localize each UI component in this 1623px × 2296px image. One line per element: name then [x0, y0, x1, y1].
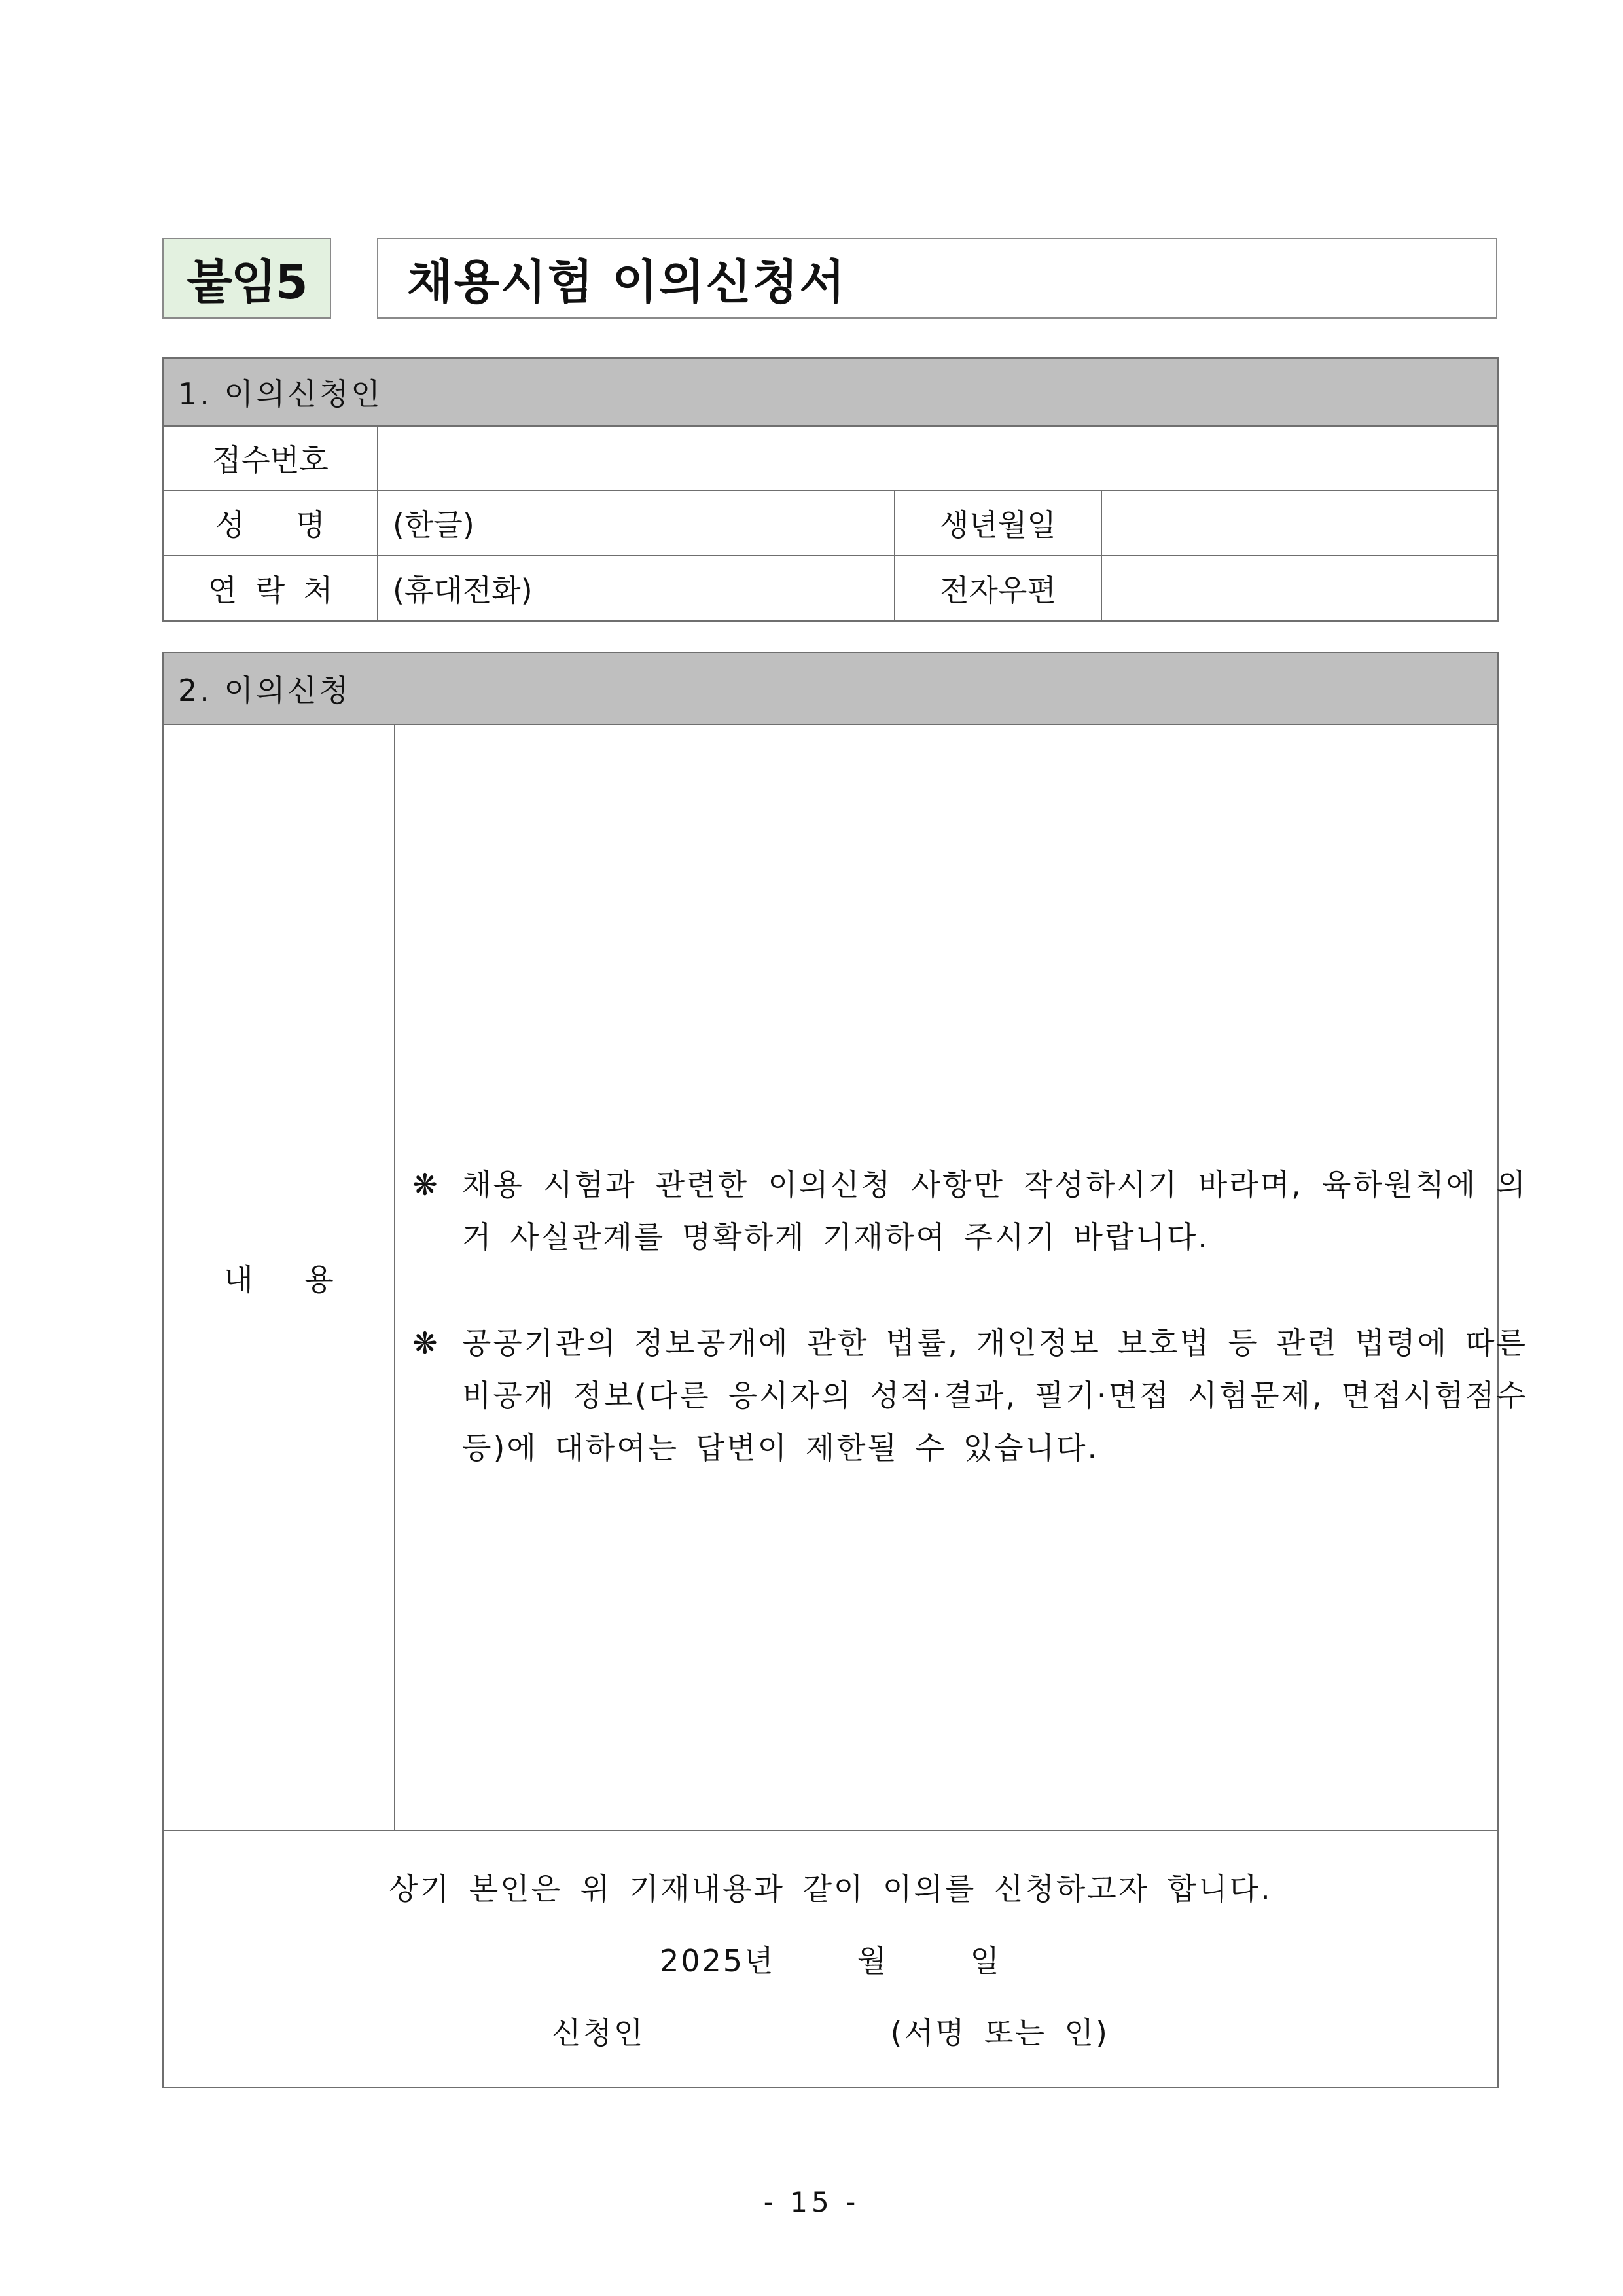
birthdate-label: 생년월일	[895, 490, 1101, 556]
guidance-note-1	[412, 1158, 1527, 1263]
applicant-table	[162, 357, 1499, 622]
receipt-number-label: 접수번호	[163, 426, 378, 490]
applicant-label: 신청인	[552, 2015, 645, 2051]
name-field[interactable]	[378, 490, 895, 556]
asterism-icon: ❋	[412, 1325, 438, 1361]
declaration-date	[164, 1937, 1497, 1981]
content-field[interactable]	[395, 725, 1527, 1831]
applicant-signature-line	[164, 2009, 1497, 2053]
page-number: - 15 -	[763, 2186, 860, 2218]
guidance-note-2	[412, 1317, 1527, 1474]
date-year: 2025년	[660, 1943, 776, 1979]
name-hint: (한글)	[393, 507, 474, 543]
form-title	[377, 238, 1497, 319]
form-title-text: 채용시험 이의신청서	[407, 255, 847, 310]
asterism-icon: ❋	[412, 1167, 438, 1202]
content-label: 내 용	[163, 725, 395, 1831]
signature-hint: (서명 또는 인)	[890, 2015, 1109, 2051]
objection-table	[162, 652, 1527, 2088]
guidance-note-2-text: 공공기관의 정보공개에 관한 법률, 개인정보 보호법 등 관련 법령에 따른 비공개 정보(다른 응시자의 성적·결과, 필기·면접 시험문제, 면접시험점수 등)에 대하여는 답변이 제한될 수 있습니다.	[462, 1325, 1527, 1465]
phone-field[interactable]	[378, 556, 895, 621]
section2-heading: 2. 이의신청	[163, 653, 1498, 725]
name-label: 성 명	[163, 490, 378, 556]
date-day[interactable]: 일	[970, 1943, 1001, 1979]
receipt-number-field[interactable]	[378, 426, 1498, 490]
contact-label: 연 락 처	[163, 556, 378, 621]
section1-heading: 1. 이의신청인	[163, 358, 1498, 426]
phone-hint: (휴대전화)	[393, 573, 533, 608]
declaration-block	[163, 1831, 1498, 2087]
birthdate-field[interactable]	[1101, 490, 1498, 556]
email-label: 전자우편	[895, 556, 1101, 621]
attachment-badge: 붙임5	[162, 238, 331, 319]
declaration-statement: 상기 본인은 위 기재내용과 같이 이의를 신청하고자 합니다.	[389, 1871, 1272, 1907]
guidance-note-1-text: 채용 시험과 관련한 이의신청 사항만 작성하시기 바라며, 육하원칙에 의거 사실관계를 명확하게 기재하여 주시기 바랍니다.	[462, 1167, 1527, 1255]
date-month[interactable]: 월	[857, 1943, 889, 1979]
email-field[interactable]	[1101, 556, 1498, 621]
